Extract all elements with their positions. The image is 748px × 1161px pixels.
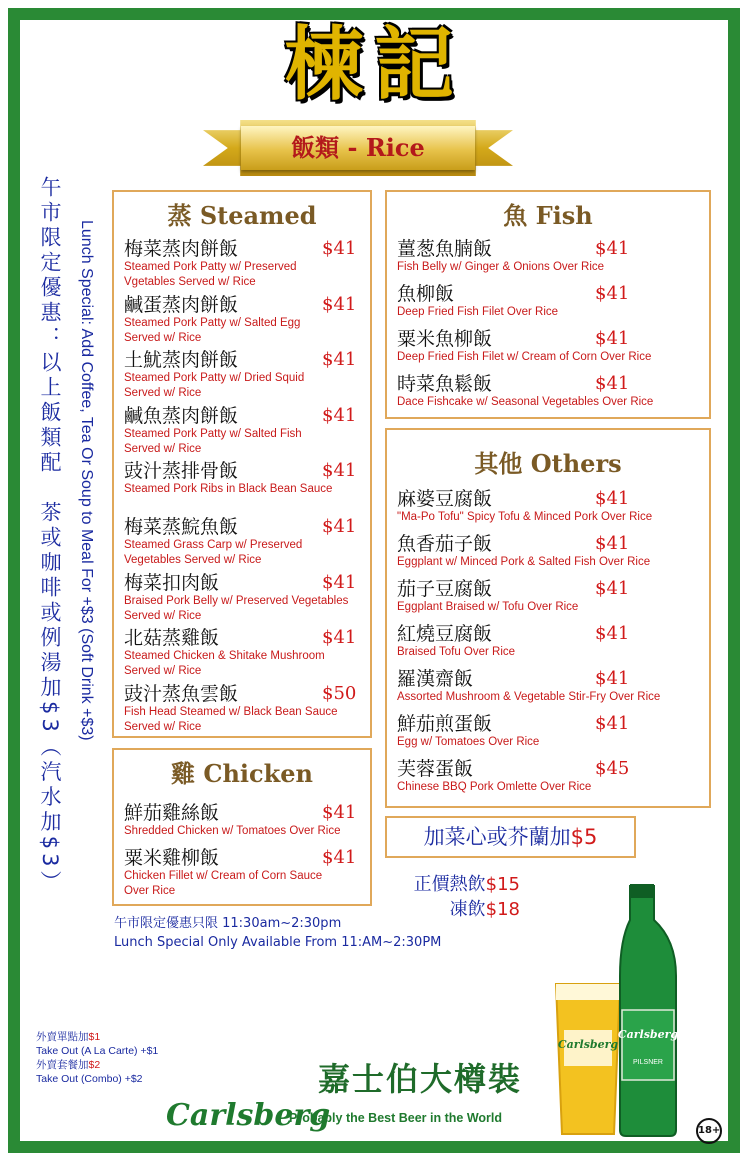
others-section [385, 428, 711, 808]
menu-item-name-en-line2: Served w/ Rice [124, 387, 202, 400]
menu-item-name-cn: 梅菜蒸肉餅飯 [124, 238, 239, 260]
menu-item-name-en: Fish Belly w/ Ginger & Onions Over Rice [397, 261, 605, 273]
svg-text:Carlsberg: Carlsberg [557, 1038, 619, 1051]
fish-section [385, 190, 711, 419]
addon-price: $5 [570, 825, 598, 849]
hot-drink-price: $15 [485, 874, 520, 895]
menu-item-price: $41 [595, 578, 630, 599]
menu-item-name-en-line2: Served w/ Rice [124, 720, 202, 733]
chicken-heading: 雞 Chicken [171, 759, 313, 788]
cold-drink-price: $18 [485, 899, 520, 920]
takeout-a-cn-label: 外賣單點加 [36, 1031, 89, 1043]
menu-item-name-en: Steamed Pork Patty w/ Preserved [124, 261, 297, 273]
menu-item-name-en-line2: Vgetables Served w/ Rice [124, 276, 256, 288]
menu-item-name-en-line2: Served w/ Rice [124, 609, 202, 622]
lunch-special-cn-text: 午市限定優惠：以上飯類配 茶或咖啡或例湯加$3（汽水加$3） [38, 176, 62, 896]
fish-heading: 魚 Fish [503, 201, 593, 230]
menu-item-name-en: Assorted Mushroom & Vegetable Stir-Fry Over Rice [397, 691, 661, 703]
menu-item [124, 572, 362, 624]
menu-item [124, 294, 362, 346]
menu-item-price: $41 [322, 802, 357, 823]
menu-item [397, 578, 701, 615]
menu-item-name-en: Chinese BBQ Pork Omlette Over Rice [397, 781, 592, 793]
takeout-a-price: $1 [88, 1031, 101, 1043]
menu-item-name-cn: 茄子豆腐飯 [397, 578, 493, 600]
menu-item-name-cn: 梅菜扣肉飯 [124, 571, 220, 594]
menu-item-name-en: Braised Tofu Over Rice [397, 646, 516, 658]
menu-item-price: $41 [595, 668, 630, 689]
menu-item-name-en: Shredded Chicken w/ Tomatoes Over Rice [124, 825, 341, 837]
menu-item-name-en: Steamed Pork Patty w/ Salted Egg [124, 316, 301, 329]
menu-item-name-cn: 鹹蛋蒸肉餅飯 [124, 293, 239, 316]
menu-item-price: $41 [595, 533, 630, 554]
menu-item-price: $50 [322, 682, 357, 704]
menu-item [397, 373, 701, 410]
menu-item-name-cn: 土魷蒸肉餅飯 [124, 349, 239, 372]
menu-item-price: $41 [322, 571, 357, 593]
steamed-heading: 蒸 Steamed [167, 201, 317, 230]
menu-item-name-cn: 鹹魚蒸肉餅飯 [124, 404, 239, 427]
age-restriction-badge: 18+ [696, 1118, 722, 1144]
menu-item-name-en-line2: Served w/ Rice [124, 331, 202, 344]
menu-item-name-cn: 豉汁蒸排骨飯 [124, 460, 239, 483]
hot-drink-label: 正價熱飲 [413, 874, 486, 895]
menu-item-price: $41 [595, 283, 630, 304]
ribbon-label: 飯類 - Rice [241, 126, 475, 170]
menu-item-name-en: "Ma-Po Tofu" Spicy Tofu & Minced Pork Over Rice [397, 511, 653, 523]
menu-item-price: $41 [595, 488, 630, 509]
category-ribbon [203, 120, 513, 176]
menu-item [397, 533, 701, 570]
carlsberg-logo: Carlsberg [166, 1098, 331, 1133]
menu-item [397, 668, 701, 705]
menu-item-name-en: Steamed Pork Patty w/ Dried Squid [124, 372, 305, 385]
menu-item-name-en: Fish Head Steamed w/ Black Bean Sauce [124, 705, 338, 718]
menu-item-name-en: Deep Fried Fish Filet Over Rice [397, 306, 559, 318]
menu-item-price: $41 [595, 328, 630, 349]
lunch-notice [114, 914, 441, 952]
menu-item-price: $41 [322, 238, 357, 259]
menu-item-name-cn: 梅菜蒸鯇魚飯 [124, 516, 239, 538]
menu-item-name-en: Deep Fried Fish Filet w/ Cream of Corn Over Rice [397, 351, 652, 363]
menu-item-price: $41 [322, 293, 357, 315]
takeout-combo-en: Take Out (Combo) +$2 [36, 1073, 143, 1085]
menu-item-name-cn: 魚香茄子飯 [397, 533, 493, 555]
menu-item-price: $41 [322, 847, 357, 868]
beer-illustration [550, 880, 690, 1140]
menu-item-name-cn: 芙蓉蛋飯 [397, 758, 474, 780]
menu-item [124, 238, 362, 290]
takeout-a-la-carte-en: Take Out (A La Carte) +$1 [36, 1045, 159, 1057]
chicken-section [112, 748, 372, 906]
menu-item-name-cn: 紅燒豆腐飯 [397, 623, 493, 645]
menu-item [397, 758, 701, 795]
beer-bottle-icon [618, 884, 679, 1136]
svg-text:PILSNER: PILSNER [633, 1059, 663, 1066]
menu-item-name-cn: 北菇蒸雞飯 [124, 627, 220, 650]
carlsberg-promo-cn: 嘉士伯大樽裝 [318, 1060, 523, 1098]
menu-item-name-en-line2: Served w/ Rice [124, 665, 202, 678]
menu-item [124, 405, 362, 457]
menu-item-name-en: Steamed Pork Ribs in Black Bean Sauce [124, 483, 333, 496]
menu-item-price: $41 [595, 238, 630, 259]
menu-item-name-en: Steamed Chicken & Shitake Mushroom [124, 650, 325, 663]
addon-label: 加菜心或芥蘭加 [423, 825, 571, 849]
menu-item-name-en-line2: Vegetables Served w/ Rice [124, 554, 262, 566]
lunch-special-vertical-en: Lunch Special: Add Coffee, Tea Or Soup to Meal For +$3 (Soft Drink +$3) [78, 220, 95, 741]
menu-item-name-cn: 鮮茄雞絲飯 [124, 802, 220, 824]
menu-item-name-cn: 薑葱魚腩飯 [397, 238, 493, 260]
menu-item [124, 349, 362, 401]
menu-item-name-cn: 時菜魚鬆飯 [397, 373, 493, 395]
takeout-b-cn-label: 外賣套餐加 [36, 1059, 89, 1071]
menu-item-name-cn: 鮮茄煎蛋飯 [397, 713, 493, 735]
takeout-a-la-carte-cn [36, 1030, 158, 1044]
menu-item-name-en: Eggplant w/ Minced Pork & Salted Fish Over Rice [397, 556, 651, 568]
menu-item-name-cn: 魚柳飯 [397, 283, 455, 305]
lunch-notice-cn: 午市限定優惠只限 11:30am~2:30pm [114, 916, 342, 931]
vegetable-addon [385, 816, 636, 858]
menu-item [124, 627, 362, 679]
svg-text:Carlsberg: Carlsberg [617, 1028, 679, 1041]
menu-item-name-en: Egg w/ Tomatoes Over Rice [397, 736, 540, 748]
steamed-section [112, 190, 372, 738]
menu-item [397, 713, 701, 750]
menu-item-name-en: Steamed Grass Carp w/ Preserved [124, 539, 303, 551]
menu-item-price: $41 [595, 373, 630, 394]
takeout-surcharge [36, 1030, 158, 1086]
menu-item [397, 283, 701, 320]
menu-item [124, 683, 362, 735]
restaurant-title: 楝記 [284, 17, 464, 111]
menu-item-price: $41 [322, 404, 357, 426]
menu-item-name-cn: 豉汁蒸魚雲飯 [124, 682, 239, 705]
menu-item-name-en: Steamed Pork Patty w/ Salted Fish [124, 427, 302, 440]
menu-item-price: $41 [322, 460, 357, 482]
lunch-notice-en: Lunch Special Only Available From 11:AM~2:30PM [114, 935, 442, 950]
menu-item-price: $41 [322, 627, 357, 649]
menu-item-name-en-line2: Served w/ Rice [124, 442, 202, 455]
menu-item-name-cn: 麻婆豆腐飯 [397, 488, 493, 510]
beer-glass-icon [556, 984, 620, 1134]
menu-item-price: $41 [322, 349, 357, 371]
cold-drink-label: 凍飲 [449, 899, 486, 920]
menu-item-price: $45 [595, 758, 630, 779]
menu-item-name-cn: 粟米雞柳飯 [124, 847, 220, 869]
menu-item [124, 516, 362, 568]
menu-item [397, 238, 701, 275]
menu-item-name-cn: 粟米魚柳飯 [397, 328, 493, 350]
menu-item-name-en: Dace Fishcake w/ Seasonal Vegetables Over Rice [397, 396, 654, 408]
menu-item-name-en: Chicken Fillet w/ Cream of Corn Sauce [124, 870, 323, 882]
menu-item [124, 460, 362, 497]
menu-item-price: $41 [595, 623, 630, 644]
lunch-special-vertical-cn [36, 176, 64, 936]
menu-item-name-en: Braised Pork Belly w/ Preserved Vegetables [124, 594, 349, 607]
hot-drink-row [394, 872, 520, 897]
menu-item [397, 328, 701, 365]
takeout-combo-cn [36, 1058, 158, 1072]
menu-item-name-en-line2: Over Rice [124, 885, 176, 897]
menu-item-name-en: Eggplant Braised w/ Tofu Over Rice [397, 601, 579, 613]
menu-item [124, 847, 362, 899]
menu-item-price: $41 [322, 516, 357, 537]
menu-item-price: $41 [595, 713, 630, 734]
menu-item [124, 802, 362, 839]
menu-item-name-cn: 羅漢齋飯 [397, 668, 474, 690]
others-heading: 其他 Others [474, 449, 622, 478]
takeout-b-price: $2 [88, 1059, 101, 1071]
menu-item [397, 623, 701, 660]
carlsberg-tagline: Probably the Best Beer in the World [289, 1111, 503, 1125]
menu-item [397, 488, 701, 525]
